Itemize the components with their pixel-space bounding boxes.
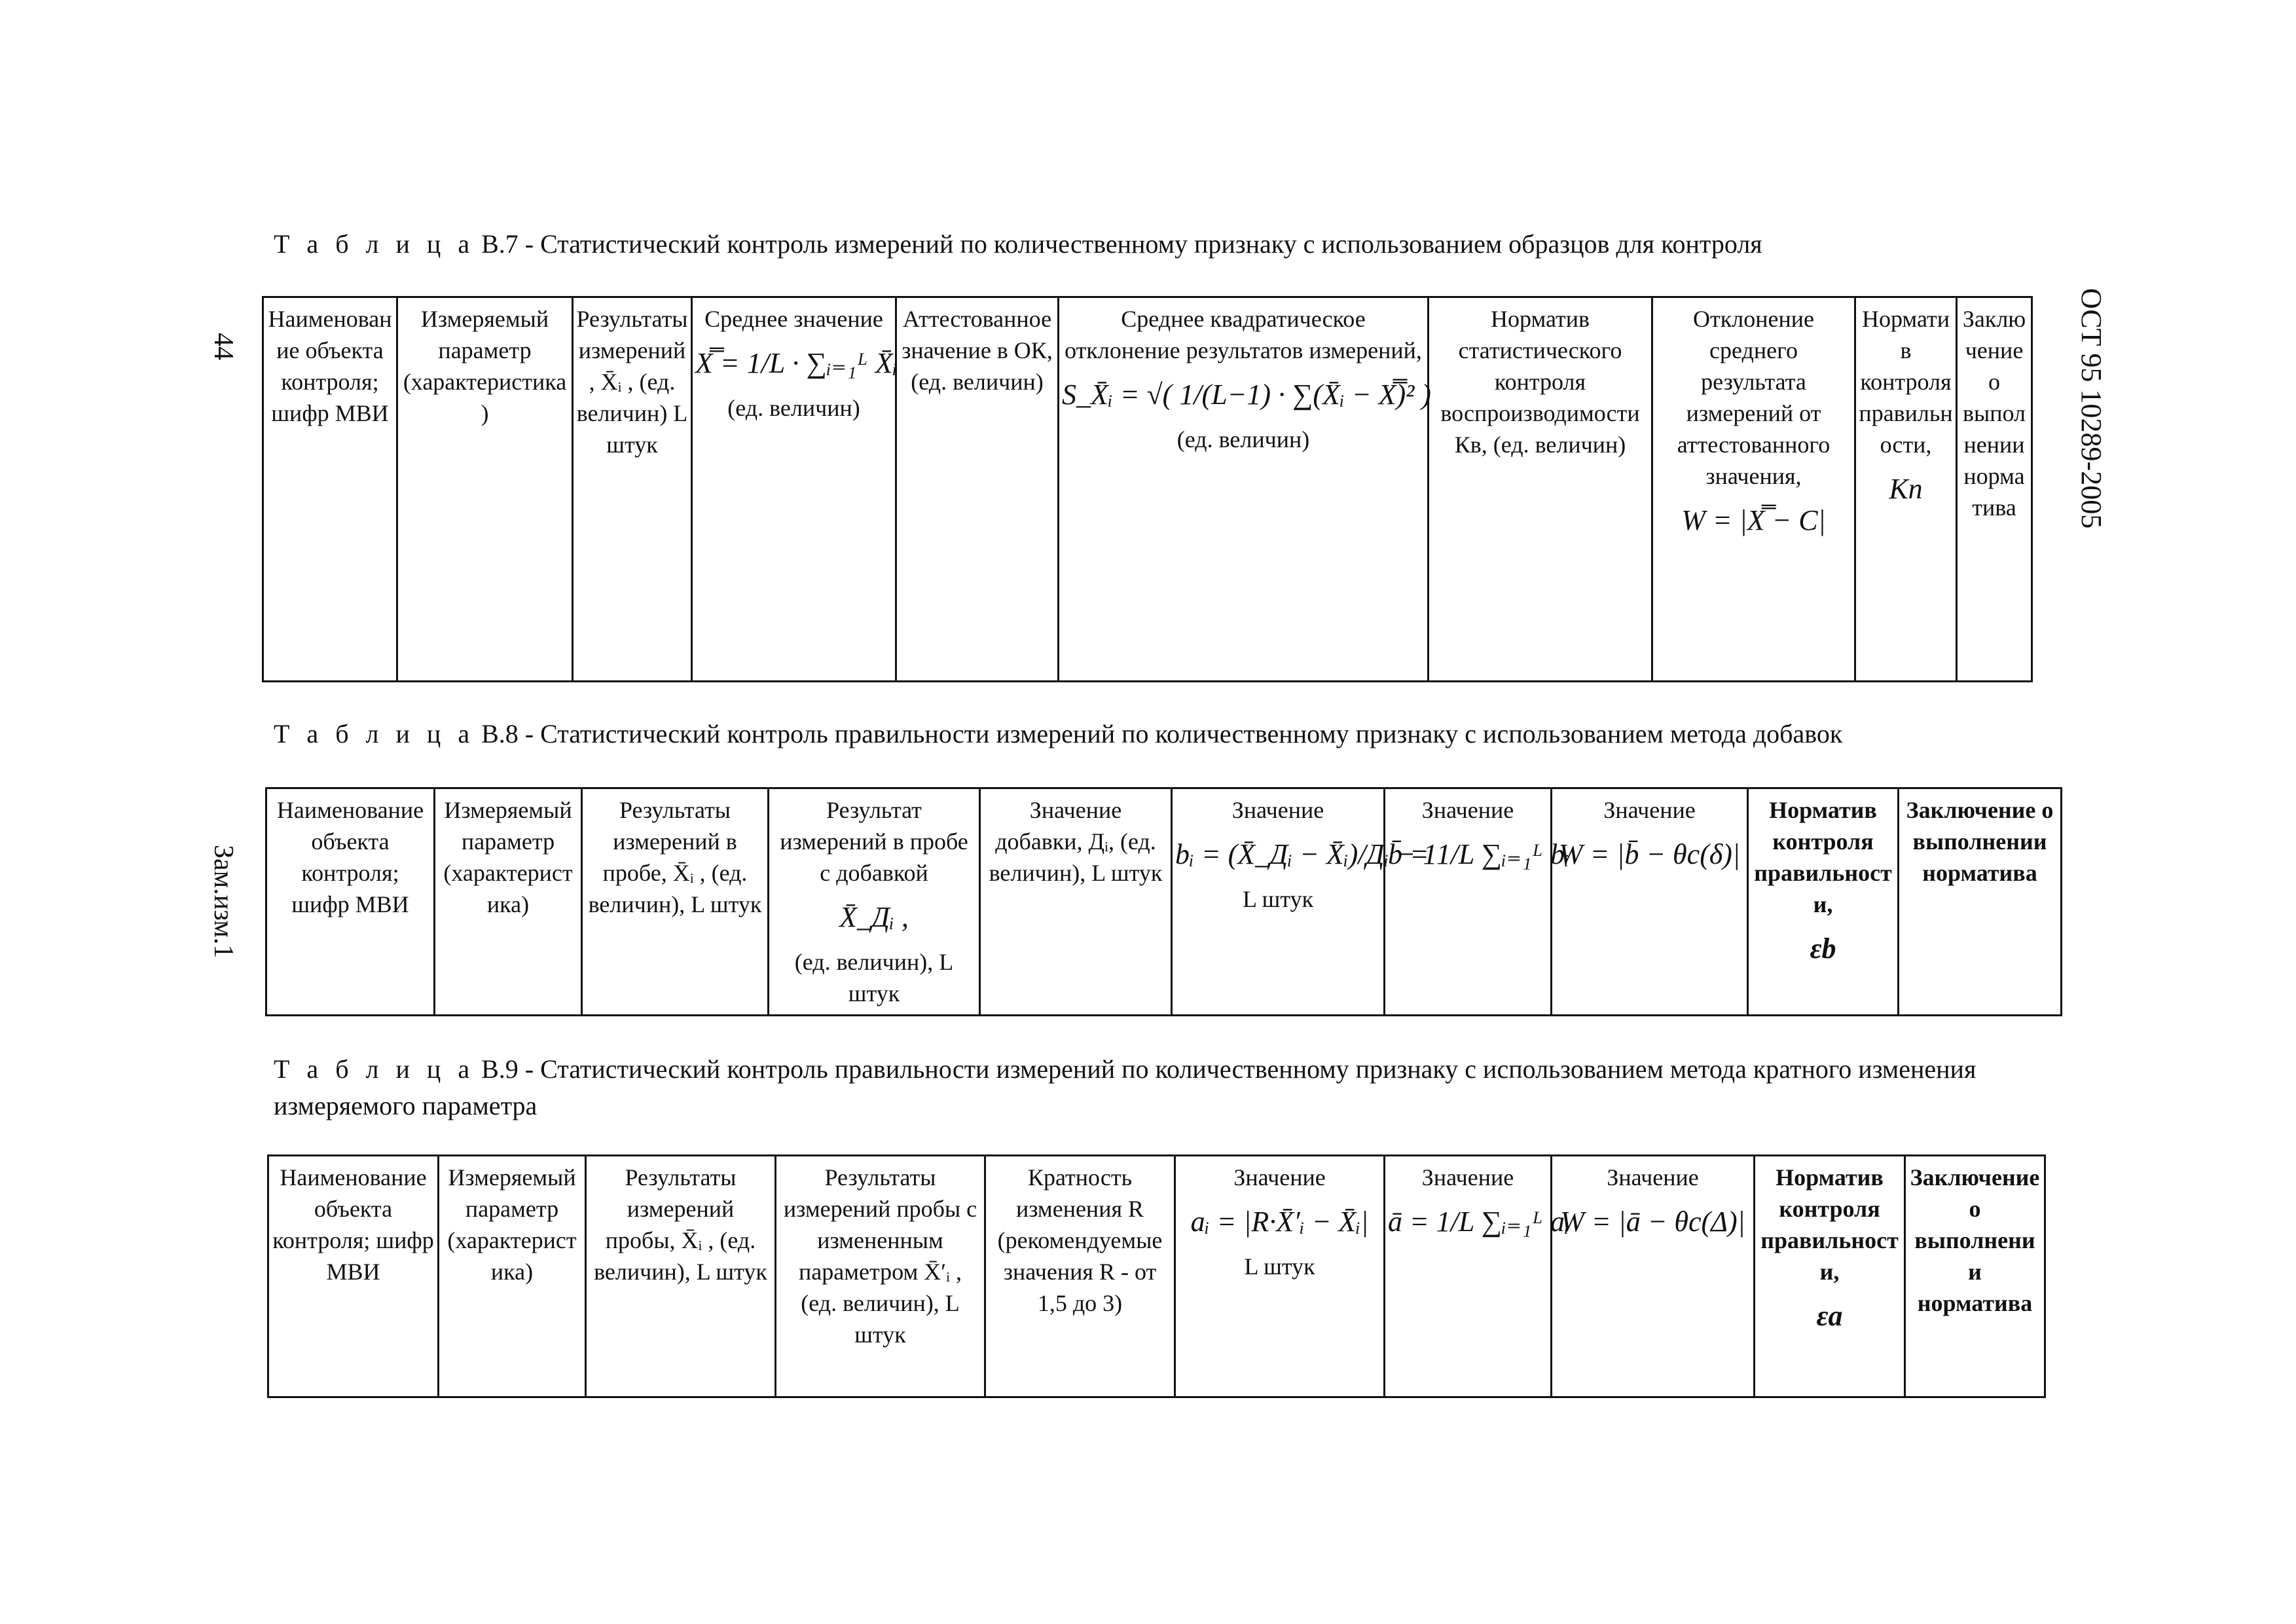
table9-col-norm: Норматив контроля правильности, εa <box>1755 1156 1905 1397</box>
table8-mean-b-formula: b̄ = 1/L ∑ᵢ₌₁ᴸ bᵢ <box>1388 838 1569 870</box>
table7-mean-formula: X̿ = 1/L · ∑ᵢ₌₁ᴸ X̄ᵢ <box>695 347 898 379</box>
table9-norm-symbol: εa <box>1816 1300 1843 1332</box>
table8-header-row <box>266 788 2062 1016</box>
table9-mean-a-formula: ā = 1/L ∑ᵢ₌₁ᴸ aᵢ <box>1388 1206 1569 1238</box>
table7-col-reproducibility: Норматив статистического контроля воспроизводимости Кв, (ед. величин) <box>1429 297 1652 682</box>
table8-col-mean-b: Значение b̄ = 1/L ∑ᵢ₌₁ᴸ bᵢ <box>1385 788 1552 1016</box>
document-id: ОСТ 95 10289-2005 <box>2075 288 2107 529</box>
table7-caption <box>274 226 2172 263</box>
table9-col-mean-a: Значение ā = 1/L ∑ᵢ₌₁ᴸ aᵢ <box>1385 1156 1552 1397</box>
table8-addition-symbol: X̄_Дᵢ , <box>839 901 909 933</box>
page-number: 44 <box>208 333 238 360</box>
table9-col-w: Значение W = |ā − θc(Δ)| <box>1552 1156 1755 1397</box>
table8-col-w: Значение W = |b̄ − θc(δ)| <box>1552 788 1748 1016</box>
table9-label: Т а б л и ц а <box>274 1054 475 1084</box>
table8-w-formula: W = |b̄ − θc(δ)| <box>1558 838 1741 870</box>
table8-col-results: Результаты измерений в пробе, X̄ᵢ , (ед. величин), L штук <box>582 788 769 1016</box>
table8-col-results-addition: Результат измерений в пробе с добавкой X̄_Дᵢ , (ед. величин), L штук <box>769 788 980 1016</box>
table7-col-norm: Норматив контроля правильности, Кп <box>1855 297 1957 682</box>
table8-label: Т а б л и ц а <box>274 719 475 748</box>
table7-norm-symbol: Кп <box>1889 473 1923 505</box>
table8 <box>265 787 2062 1016</box>
table7-col-results: Результаты измерений, X̄ᵢ , (ед. величин) L штук <box>573 297 692 682</box>
table7-title: В.7 - Статистический контроль измерений по количественному признаку с использованием образцов для контроля <box>481 229 1762 259</box>
table8-b-formula: bᵢ = (X̄_Дᵢ − X̄ᵢ)/Дᵢ − 1 <box>1175 838 1438 870</box>
table7-col-deviation: Отклонение среднего результата измерений от аттестованного значения, W = |X̿ − C| <box>1652 297 1855 682</box>
table9-col-results-changed: Результаты измерений пробы с измененным параметром X̄′ᵢ , (ед. величин), L штук <box>776 1156 985 1397</box>
table9-caption <box>274 1051 2081 1124</box>
table9-col-value-a: Значение aᵢ = |R·X̄′ᵢ − X̄ᵢ| L штук <box>1175 1156 1385 1397</box>
table8-col-value-b: Значение bᵢ = (X̄_Дᵢ − X̄ᵢ)/Дᵢ − 1 L штук <box>1172 788 1385 1016</box>
table7-header-row <box>263 297 2032 682</box>
table8-norm-symbol: εb <box>1810 932 1836 965</box>
table9-col-object: Наименование объекта контроля; шифр МВИ <box>268 1156 439 1397</box>
table9-title: В.9 - Статистический контроль правильности измерений по количественному признаку с использованием метода кратного изменения измеряемого параметра <box>274 1054 1977 1120</box>
table9-w-formula: W = |ā − θc(Δ)| <box>1560 1206 1745 1238</box>
table7-col-parameter: Измеряемый параметр (характеристика) <box>397 297 573 682</box>
table8-col-norm: Норматив контроля правильности, εb <box>1748 788 1899 1016</box>
table9-a-formula: aᵢ = |R·X̄′ᵢ − X̄ᵢ| <box>1190 1206 1369 1238</box>
table7-col-certified: Аттестованное значение в ОК, (ед. величин) <box>896 297 1059 682</box>
table7-label: Т а б л и ц а <box>274 229 475 259</box>
table8-col-object: Наименование объекта контроля; шифр МВИ <box>266 788 435 1016</box>
table7-col-object: Наименование объекта контроля; шифр МВИ <box>263 297 397 682</box>
table8-col-addition-value: Значение добавки, Дᵢ, (ед. величин), L штук <box>980 788 1172 1016</box>
table9-header-row <box>268 1156 2045 1397</box>
table8-col-parameter: Измеряемый параметр (характеристика) <box>435 788 582 1016</box>
table9-col-conclusion: Заключение о выполнении норматива <box>1905 1156 2045 1397</box>
table7-std-dev-formula: S_X̄ᵢ = √( 1/(L−1) · ∑(X̄ᵢ − X̿)² ) <box>1062 378 1431 411</box>
table8-col-conclusion: Заключение о выполнении норматива <box>1899 788 2062 1016</box>
table7 <box>262 296 2033 682</box>
table8-title: В.8 - Статистический контроль правильности измерений по количественному признаку с использованием метода добавок <box>481 719 1843 748</box>
table7-col-conclusion: Заключение о выполнении норматива <box>1957 297 2032 682</box>
table7-deviation-formula: W = |X̿ − C| <box>1681 504 1826 536</box>
table8-caption <box>274 716 2172 752</box>
amendment-note: Зам.изм.1 <box>208 845 238 959</box>
table9 <box>267 1154 2046 1398</box>
table9-col-results: Результаты измерений пробы, X̄ᵢ , (ед. величин), L штук <box>586 1156 776 1397</box>
table7-col-mean: Среднее значение X̿ = 1/L · ∑ᵢ₌₁ᴸ X̄ᵢ (ед. величин) <box>692 297 896 682</box>
table9-col-multiplicity: Кратность изменения R (рекомендуемые значения R - от 1,5 до 3) <box>985 1156 1175 1397</box>
table9-col-parameter: Измеряемый параметр (характеристика) <box>439 1156 586 1397</box>
table7-col-std-dev: Среднее квадратическое отклонение результатов измерений, S_X̄ᵢ = √( 1/(L−1) · ∑(X̄ᵢ − X̿)² ) (ед. величин) <box>1059 297 1429 682</box>
